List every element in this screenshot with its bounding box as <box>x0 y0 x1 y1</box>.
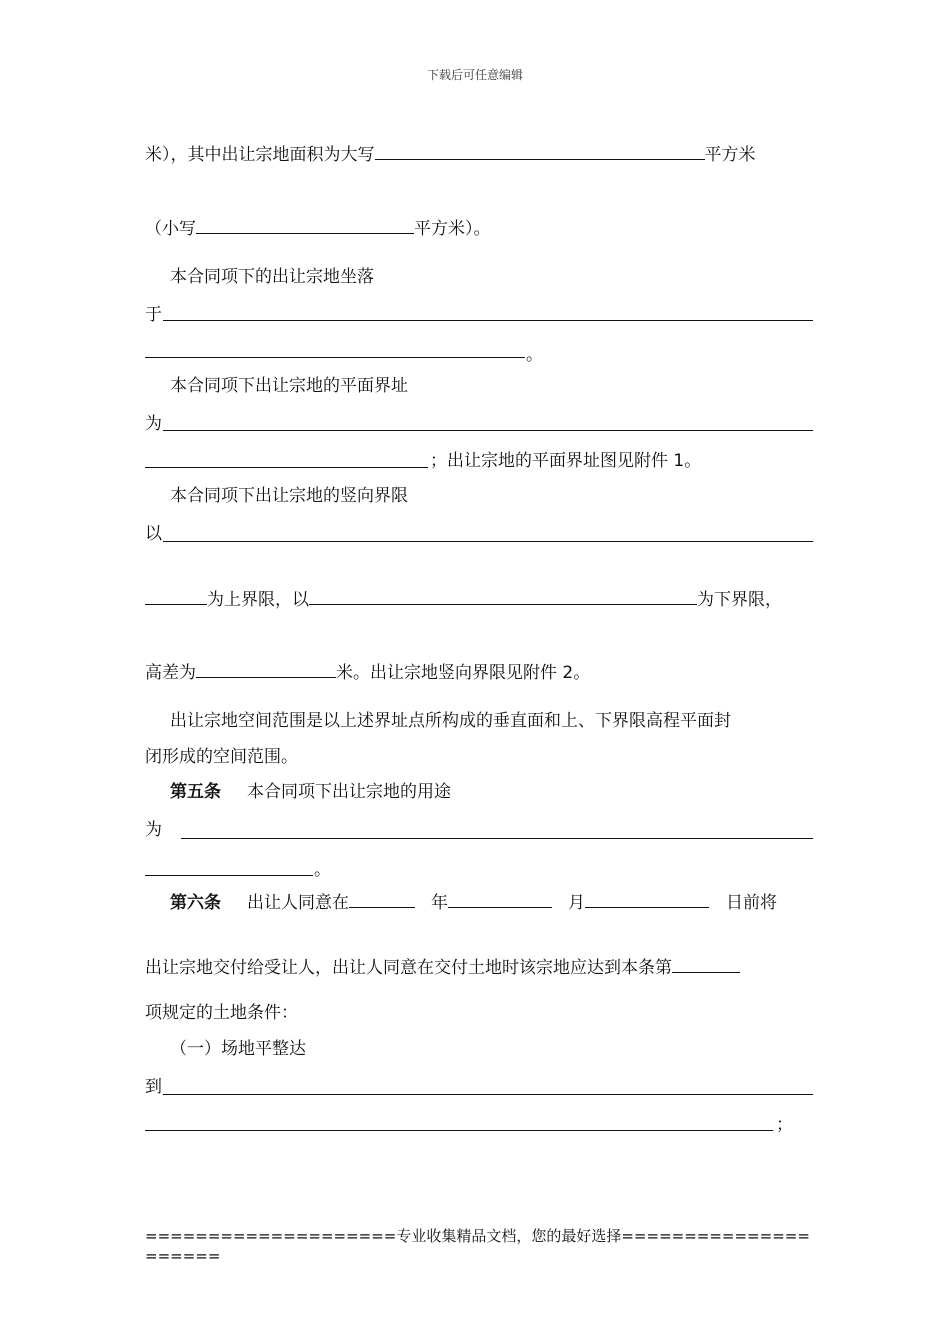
blank-leveling-2[interactable] <box>145 1130 773 1131</box>
blank-day[interactable] <box>585 890 709 908</box>
blank-leveling-1[interactable] <box>163 1094 813 1095</box>
blank-height-difference[interactable] <box>196 660 336 678</box>
line-vertical-prefix: 以 <box>145 524 162 544</box>
line-upper-lower-limit: 为上界限，以 为下界限， <box>145 587 782 612</box>
blank-year[interactable] <box>349 890 415 908</box>
line-spatial-range-2: 闭形成的空间范围。 <box>145 747 298 767</box>
line-boundary-intro: 本合同项下出让宗地的平面界址 <box>170 376 408 396</box>
line-boundary-prefix: 为 <box>145 414 162 434</box>
line-location-intro: 本合同项下的出让宗地坐落 <box>170 267 374 287</box>
blank-vertical-1[interactable] <box>163 541 813 542</box>
article-5-heading <box>170 780 451 804</box>
line-leveling-end: ； <box>776 1115 793 1135</box>
blank-location-2[interactable] <box>145 357 525 358</box>
blank-condition-item[interactable] <box>672 955 740 973</box>
blank-boundary-2[interactable] <box>145 467 428 468</box>
blank-area-uppercase[interactable] <box>375 142 705 160</box>
line-boundary-annex: ；出让宗地的平面界址图见附件 1。 <box>430 451 702 471</box>
blank-purpose-1[interactable] <box>181 838 813 839</box>
page-footer: ====================专业收集精品文档，您的最好选择===================== <box>145 1227 810 1265</box>
article-5-text: 本合同项下出让宗地的用途 <box>247 782 451 802</box>
line-purpose-prefix: 为 <box>145 820 162 840</box>
blank-lower-limit[interactable] <box>309 587 697 605</box>
line-area-lowercase: （小写 平方米）。 <box>145 216 491 241</box>
line-spatial-range-1: 出让宗地空间范围是以上述界址点所构成的垂直面和上、下界限高程平面封 <box>170 711 731 731</box>
article-5-title: 第五条 <box>170 782 221 802</box>
article-6-heading: 第六条 出让人同意在 年 月 日前将 <box>170 890 777 915</box>
line-site-leveling: （一）场地平整达 <box>170 1039 306 1059</box>
line-area-uppercase: 米），其中出让宗地面积为大写 平方米 <box>145 142 756 167</box>
line-height-difference: 高差为 米。出让宗地竖向界限见附件 2。 <box>145 660 590 685</box>
article-6-title: 第六条 <box>170 893 221 913</box>
line-leveling-prefix: 到 <box>145 1077 162 1097</box>
line-land-conditions: 项规定的土地条件： <box>145 1003 298 1023</box>
line-delivery: 出让宗地交付给受让人，出让人同意在交付土地时该宗地应达到本条第 <box>145 955 740 980</box>
blank-area-lowercase[interactable] <box>196 216 414 234</box>
blank-boundary-1[interactable] <box>163 430 813 431</box>
page-header: 下载后可任意编辑 <box>426 68 523 82</box>
line-location-prefix: 于 <box>145 305 162 325</box>
blank-month[interactable] <box>448 890 552 908</box>
line-location-end: 。 <box>526 345 543 365</box>
blank-purpose-2[interactable] <box>145 875 313 876</box>
line-purpose-end: 。 <box>314 860 331 880</box>
blank-upper-limit[interactable] <box>145 587 207 605</box>
line-vertical-intro: 本合同项下出让宗地的竖向界限 <box>170 486 408 506</box>
blank-location-1[interactable] <box>163 320 813 321</box>
